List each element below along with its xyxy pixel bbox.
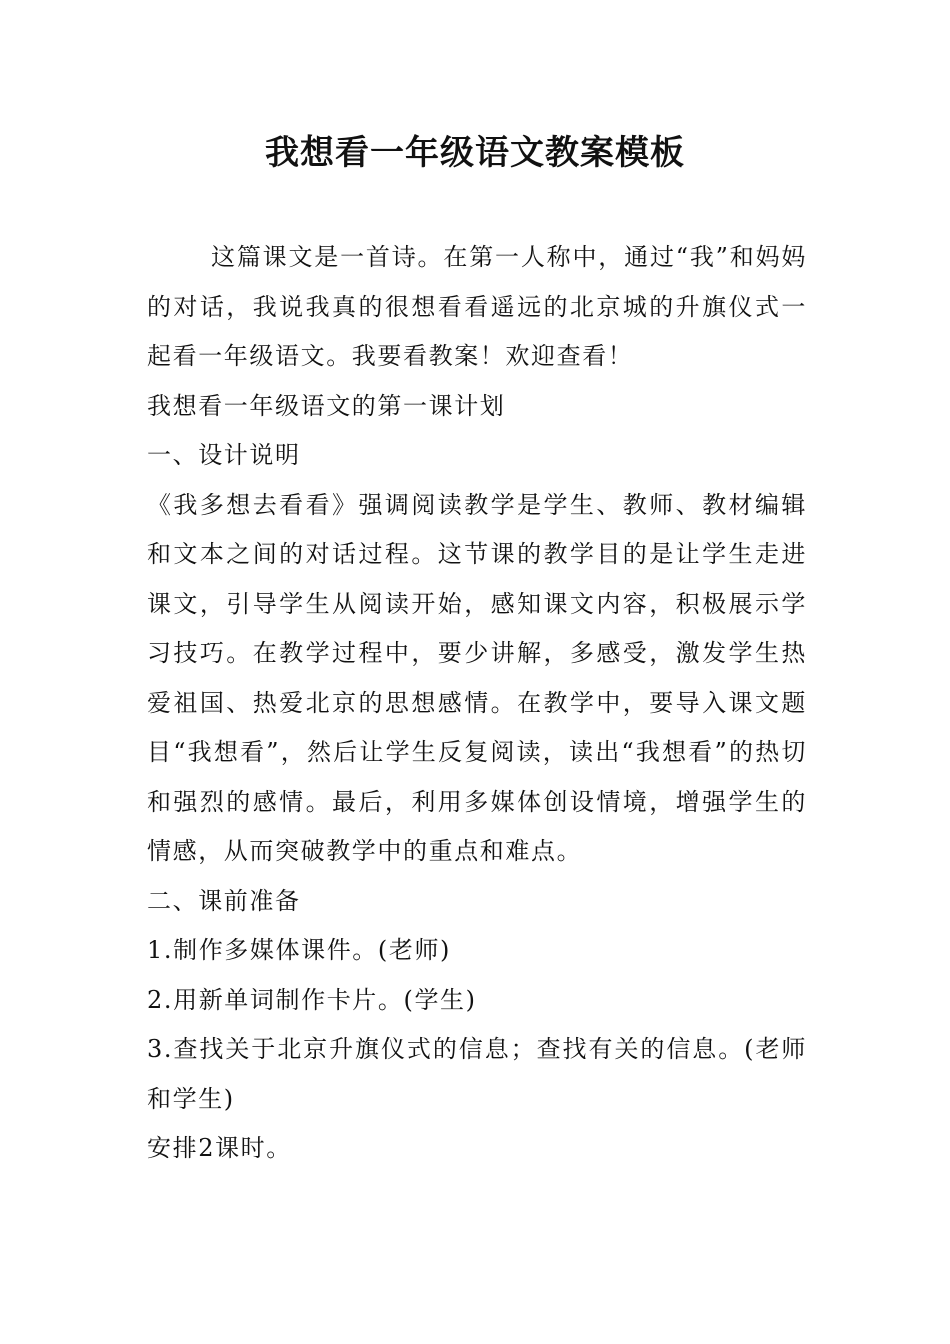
list-item: 3.查找关于北京升旗仪式的信息；查找有关的信息。(老师和学生) bbox=[147, 1035, 807, 1113]
document-title: 我想看一年级语文教案模板 bbox=[265, 133, 685, 173]
intro-paragraph: 这篇课文是一首诗。在第一人称中，通过“我”和妈妈的对话，我说我真的很想看看遥远的北京城的升旗仪式一起看一年级语文。我要看教案！欢迎查看！ bbox=[147, 243, 807, 370]
list-item: 1.制作多媒体课件。(老师) bbox=[147, 936, 452, 964]
list-item: 2.用新单词制作卡片。(学生) bbox=[147, 985, 477, 1014]
section-heading-preparation: 二、课前准备 bbox=[147, 886, 301, 915]
section-heading-design: 一、设计说明 bbox=[147, 441, 301, 469]
document-body bbox=[147, 233, 807, 1174]
schedule-note: 安排2课时。 bbox=[147, 1134, 292, 1162]
lesson-plan-heading: 我想看一年级语文的第一课计划 bbox=[147, 391, 506, 420]
design-paragraph: 《我多想去看看》强调阅读教学是学生、教师、教材编辑和文本之间的对话过程。这节课的教学目的是让学生走进课文，引导学生从阅读开始，感知课文内容，积极展示学习技巧。在教学过程中，要少讲解，多感受，激发学生热爱祖国、热爱北京的思想感情。在教学中，要导入课文题目“我想看”，然后让学生反复阅读，读出“我想看”的热切和强烈的感情。最后，利用多媒体创设情境，增强学生的情感，从而突破教学中的重点和难点。 bbox=[147, 490, 807, 865]
